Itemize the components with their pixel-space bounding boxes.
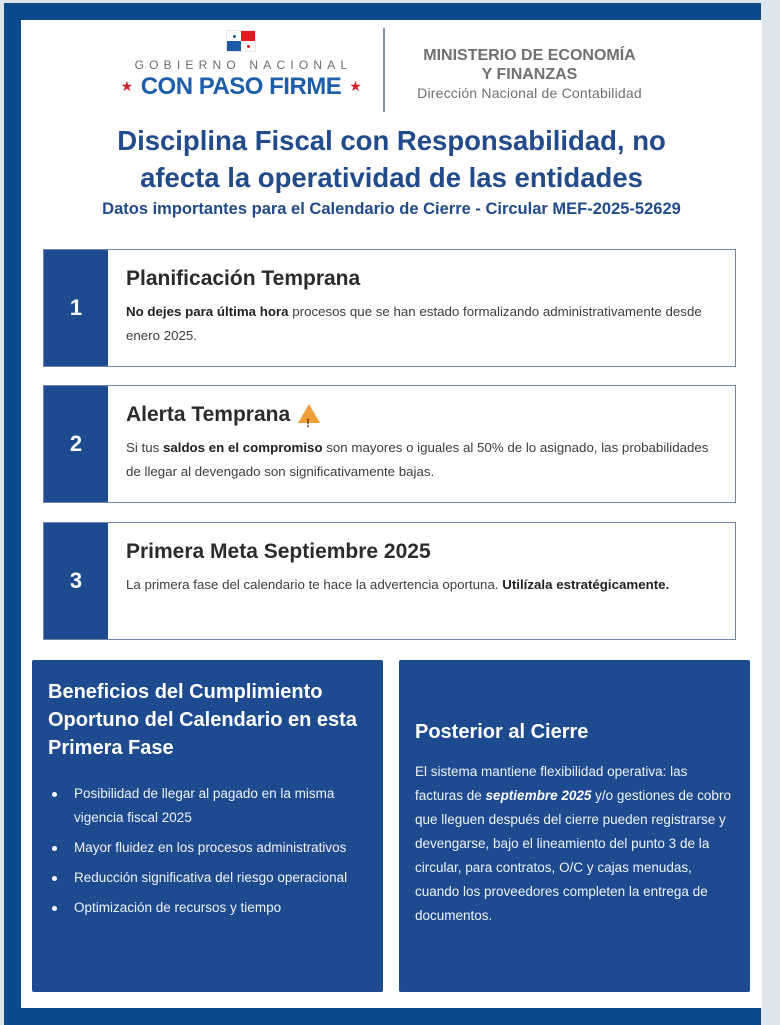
step-heading: Planificación Temprana [126, 267, 361, 290]
ministry-line1: MINISTERIO DE ECONOMÍA [423, 47, 636, 64]
panama-flag-icon [226, 30, 256, 52]
step-text: La primera fase del calendario te hace la advertencia oportuna. Utilízala estratégicamente. [126, 577, 670, 592]
list-item: Optimización de recursos y tiempo [74, 896, 367, 920]
star-icon: ★ [120, 78, 133, 94]
step-number: 3 [44, 523, 108, 639]
after-close-heading: Posterior al Cierre [415, 721, 589, 743]
government-logo [111, 30, 371, 100]
benefits-panel [32, 660, 383, 992]
header-divider [383, 28, 385, 112]
title-line2: afecta la operatividad de las entidades [140, 162, 643, 193]
slogan-text: CON PASO FIRME [140, 73, 342, 100]
benefits-heading: Beneficios del Cumplimiento Oportuno del Calendario en esta Primera Fase [48, 681, 357, 759]
list-item: Posibilidad de llegar al pagado en la misma vigencia fiscal 2025 [74, 782, 367, 830]
page-title [21, 122, 762, 196]
list-item: Mayor fluidez en los procesos administrativos [74, 836, 367, 860]
step-number: 1 [44, 250, 108, 366]
step-card-3 [43, 522, 736, 640]
list-item: Reducción significativa del riesgo operacional [74, 866, 367, 890]
slogan [111, 73, 371, 100]
department-name: Dirección Nacional de Contabilidad [417, 85, 642, 101]
step-card-1 [43, 249, 736, 367]
step-text: Si tus saldos en el compromiso son mayores o iguales al 50% de lo asignado, las probabilidades de llegar al devengado son significativamente bajas. [126, 440, 709, 479]
step-heading: Alerta Temprana ! [126, 400, 725, 430]
page-subtitle: Datos importantes para el Calendario de Cierre - Circular MEF-2025-52629 [102, 200, 681, 218]
step-text: No dejes para última hora procesos que se han estado formalizando administrativamente desde enero 2025. [126, 304, 702, 343]
warning-icon [298, 404, 320, 423]
poster [21, 20, 762, 1008]
step-number: 2 [44, 386, 108, 502]
star-icon: ★ [349, 78, 362, 94]
title-line1: Disciplina Fiscal con Responsabilidad, no [117, 125, 666, 156]
step-heading: Primera Meta Septiembre 2025 [126, 540, 431, 563]
step-card-2 [43, 385, 736, 503]
ministry-block [397, 46, 662, 103]
gobierno-nacional-label: GOBIERNO NACIONAL [134, 58, 353, 72]
benefits-list [48, 782, 367, 920]
after-close-panel [399, 660, 750, 992]
ministry-line2: Y FINANZAS [481, 66, 578, 83]
after-close-text: El sistema mantiene flexibilidad operativa: las facturas de septiembre 2025 y/o gestiones de cobro que lleguen después del cierre pueden registrarse y devengarse, bajo el lineamiento del punto 3 de la circular, para contratos, O/C y cajas menudas, cuando los proveedores completen la entrega de documentos. [415, 764, 731, 923]
